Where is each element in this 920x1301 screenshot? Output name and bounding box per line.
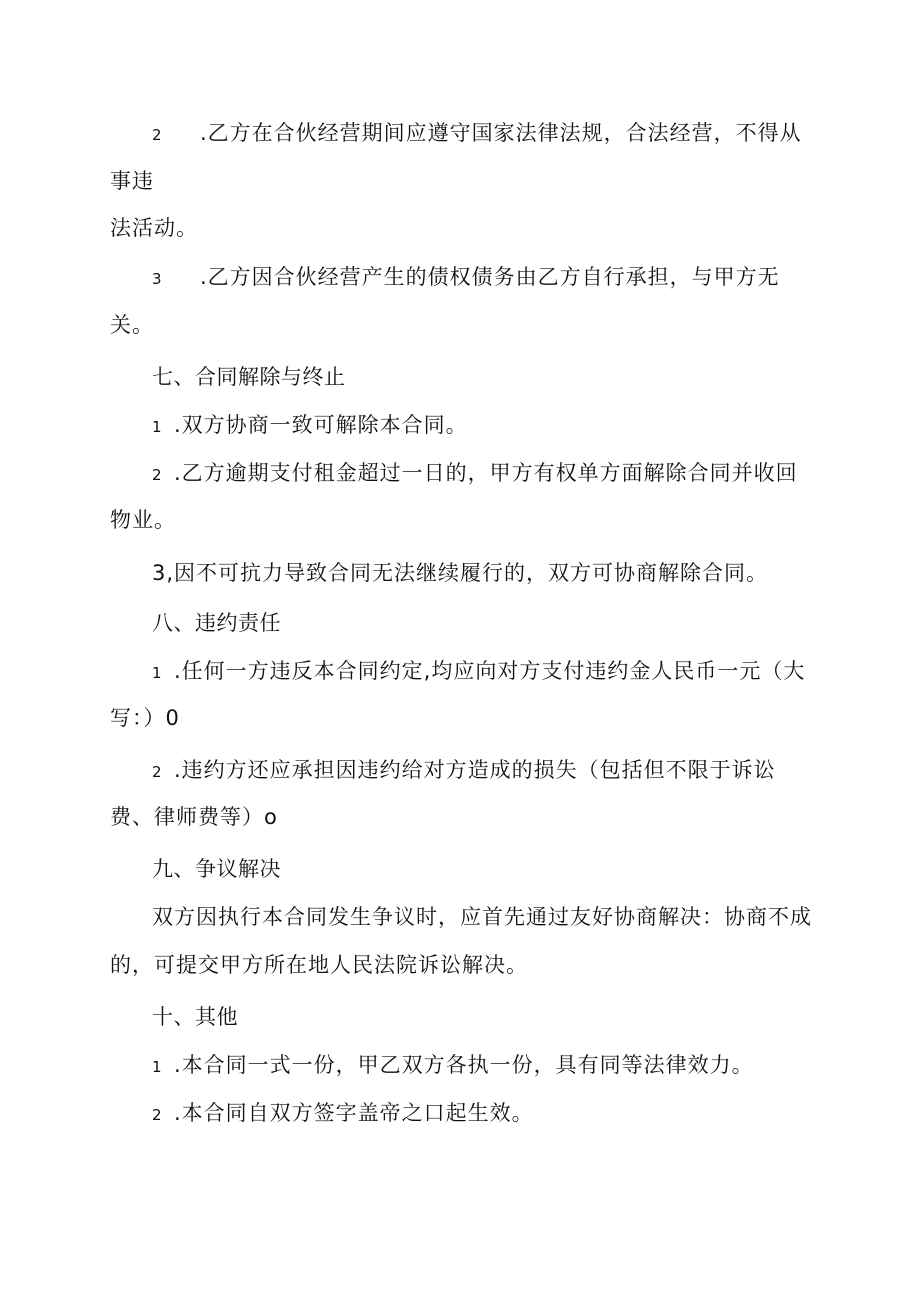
section7-heading: 七、合同解除与终止 [152, 365, 346, 389]
section6-item3-line [152, 262, 780, 294]
item-number: 1 [152, 1058, 162, 1076]
item-text: .本合同一式一份，甲乙双方各执一份，具有同等法律效力。 [174, 1053, 754, 1077]
section8-item1-continuation: 写：）0 [110, 706, 180, 730]
section6-item2-continuation: 法活动。 [110, 216, 198, 240]
section6-item2-continuation: 事违 [110, 169, 154, 193]
section9-heading: 九、争议解决 [152, 857, 281, 881]
section7-item3-line: 3,因不可抗力导致合同无法继续履行的，双方可协商解除合同。 [152, 561, 769, 585]
item-text: .任何一方违反本合同约定,均应向对方支付违约金人民币一元（大 [174, 659, 806, 683]
section7-item2-continuation: 物业。 [110, 508, 176, 532]
section9-paragraph-line: 双方因执行本合同发生争议时，应首先通过友好协商解决：协商不成 [152, 905, 812, 929]
item-number: 2 [152, 126, 162, 144]
item-number: 1 [152, 664, 162, 682]
section8-heading: 八、违约责任 [152, 611, 281, 635]
section6-item2-line [152, 118, 802, 150]
section7-item2-line [152, 458, 798, 490]
item-text: .乙方逾期支付租金超过一日的，甲方有权单方面解除合同并收回 [174, 461, 798, 485]
item-number: 3 [152, 270, 162, 288]
item-text: .违约方还应承担因违约给对方造成的损失（包括但不限于诉讼 [174, 758, 776, 782]
item-number: 1 [152, 418, 162, 436]
item-number: 2 [152, 466, 162, 484]
item-text: .双方协商一致可解除本合同。 [174, 413, 468, 437]
item-text: .乙方在合伙经营期间应遵守国家法律法规，合法经营，不得从 [200, 121, 802, 145]
section10-item2-line [152, 1098, 534, 1130]
item-text: .本合同自双方签字盖帝之口起生效。 [174, 1101, 534, 1125]
section8-item2-line [152, 755, 776, 787]
item-text: .乙方因合伙经营产生的债权债务由乙方自行承担，与甲方无 [200, 265, 780, 289]
section10-heading: 十、其他 [152, 1005, 238, 1029]
section7-item1-line [152, 410, 468, 442]
section6-item3-continuation: 关。 [110, 313, 154, 337]
section8-item1-line [152, 656, 805, 688]
section9-paragraph-line: 的，可提交甲方所在地人民法院诉讼解决。 [110, 953, 528, 977]
item-number: 2 [152, 1106, 162, 1124]
item-number: 2 [152, 763, 162, 781]
section10-item1-line [152, 1050, 754, 1082]
section8-item2-continuation: 费、律师费等）o [110, 805, 278, 829]
